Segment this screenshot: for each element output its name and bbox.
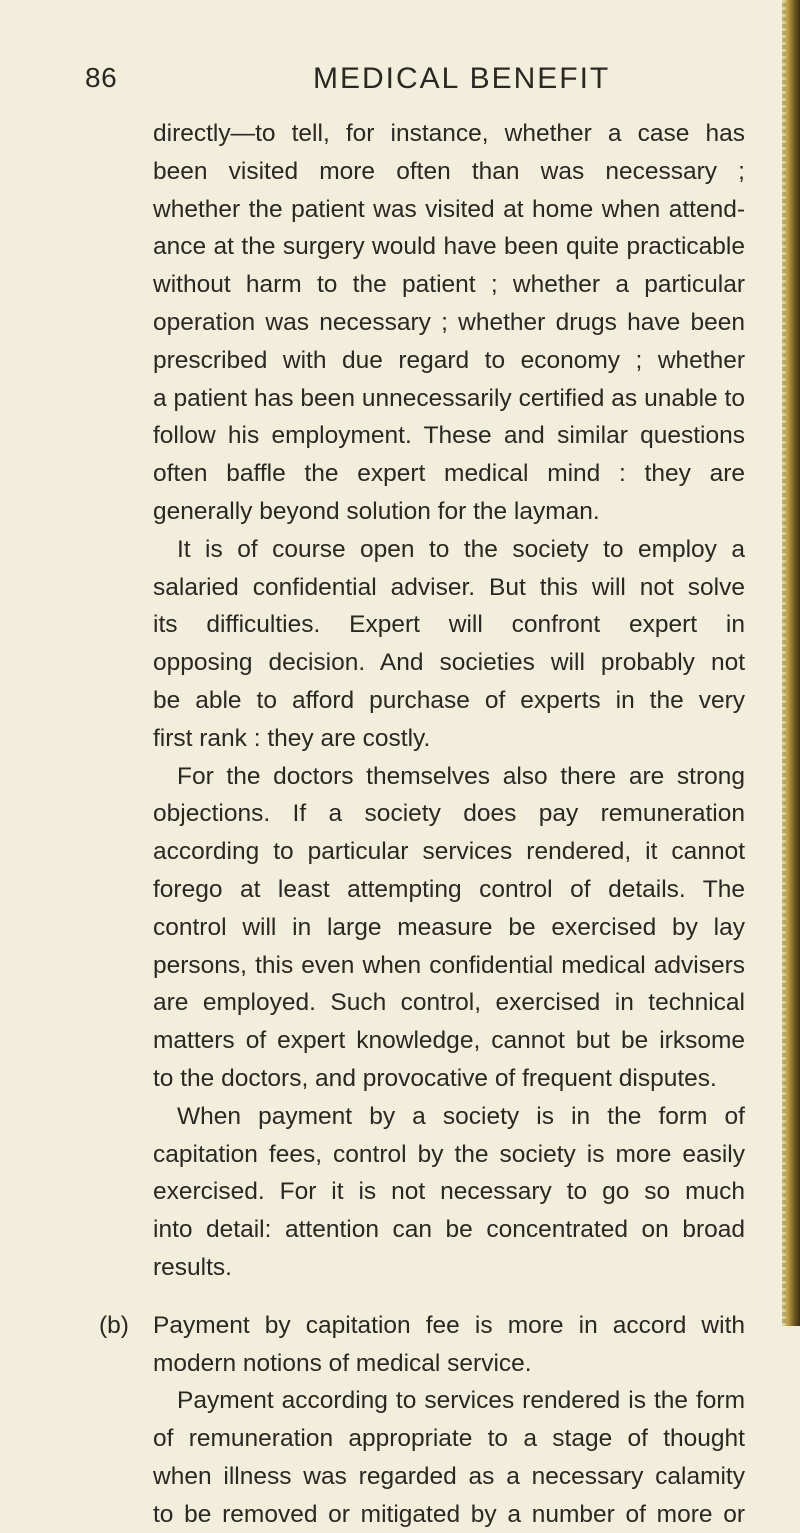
text-line: persons, this even when confidential medical advisers	[153, 951, 745, 979]
text-line: capitation fees, control by the society is more easily	[153, 1140, 745, 1168]
text-line: according to particular services rendered, it cannot	[153, 838, 745, 866]
text-line: to the doctors, and provocative of frequent disputes.	[153, 1064, 717, 1092]
text-line: salaried confidential adviser. But this will not solve	[153, 573, 745, 601]
text-line: to be removed or mitigated by a number of more or	[153, 1500, 745, 1528]
text-line: Payment by capitation fee is more in accord with	[153, 1311, 745, 1339]
section-gap	[153, 1287, 745, 1307]
paragraph	[153, 531, 745, 758]
text-line: control will in large measure be exercised by lay	[153, 913, 745, 941]
text-line: first rank : they are costly.	[153, 724, 431, 752]
text-line: into detail: attention can be concentrated on broad	[153, 1216, 745, 1244]
text-line: It is of course open to the society to employ a	[177, 535, 745, 563]
text-line: follow his employment. These and similar questions	[153, 422, 745, 450]
page-edge	[782, 0, 800, 1326]
text-line: a patient has been unnecessarily certified as unable to	[153, 384, 745, 412]
text-line: its difficulties. Expert will confront expert in	[153, 611, 745, 639]
text-line: objections. If a society does pay remuneration	[153, 800, 745, 828]
text-line: without harm to the patient ; whether a particular	[153, 271, 745, 299]
page-number: 86	[85, 62, 118, 93]
text-line: when illness was regarded as a necessary calamity	[153, 1462, 745, 1490]
text-line: forego at least attempting control of details. The	[153, 875, 745, 903]
text-line: be able to afford purchase of experts in the very	[153, 686, 745, 714]
text-line: generally beyond solution for the layman.	[153, 497, 600, 525]
text-line: exercised. For it is not necessary to go so much	[153, 1178, 745, 1206]
text-line: often baffle the expert medical mind : they are	[153, 460, 745, 488]
paragraph	[153, 758, 745, 1098]
text-line: For the doctors themselves also there are strong	[177, 762, 745, 790]
page-header	[85, 62, 745, 102]
text-line: are employed. Such control, exercised in technical	[153, 989, 745, 1017]
text-line: modern notions of medical service.	[153, 1349, 532, 1377]
text-line: matters of expert knowledge, cannot but be irksome	[153, 1027, 745, 1055]
text-line: Payment according to services rendered is the form	[177, 1387, 745, 1415]
text-line: been visited more often than was necessary ;	[153, 157, 745, 185]
text-line: operation was necessary ; whether drugs have been	[153, 308, 745, 336]
text-line: results.	[153, 1253, 232, 1281]
text-line: directly—to tell, for instance, whether a case has	[153, 120, 745, 147]
list-item-b	[99, 1307, 745, 1533]
paragraph	[153, 1098, 745, 1287]
text-line: ance at the surgery would have been quite practicable	[153, 233, 745, 261]
item-label: (b)	[99, 1311, 129, 1339]
paragraph	[153, 115, 745, 531]
body-text	[99, 115, 745, 1533]
text-line: When payment by a society is in the form of	[177, 1102, 745, 1130]
text-line: opposing decision. And societies will probably not	[153, 649, 745, 677]
text-line: of remuneration appropriate to a stage of thought	[153, 1425, 745, 1453]
running-head: MEDICAL BENEFIT	[313, 62, 611, 95]
text-line: prescribed with due regard to economy ; whether	[153, 346, 745, 374]
text-line: whether the patient was visited at home when attend-	[153, 195, 745, 223]
